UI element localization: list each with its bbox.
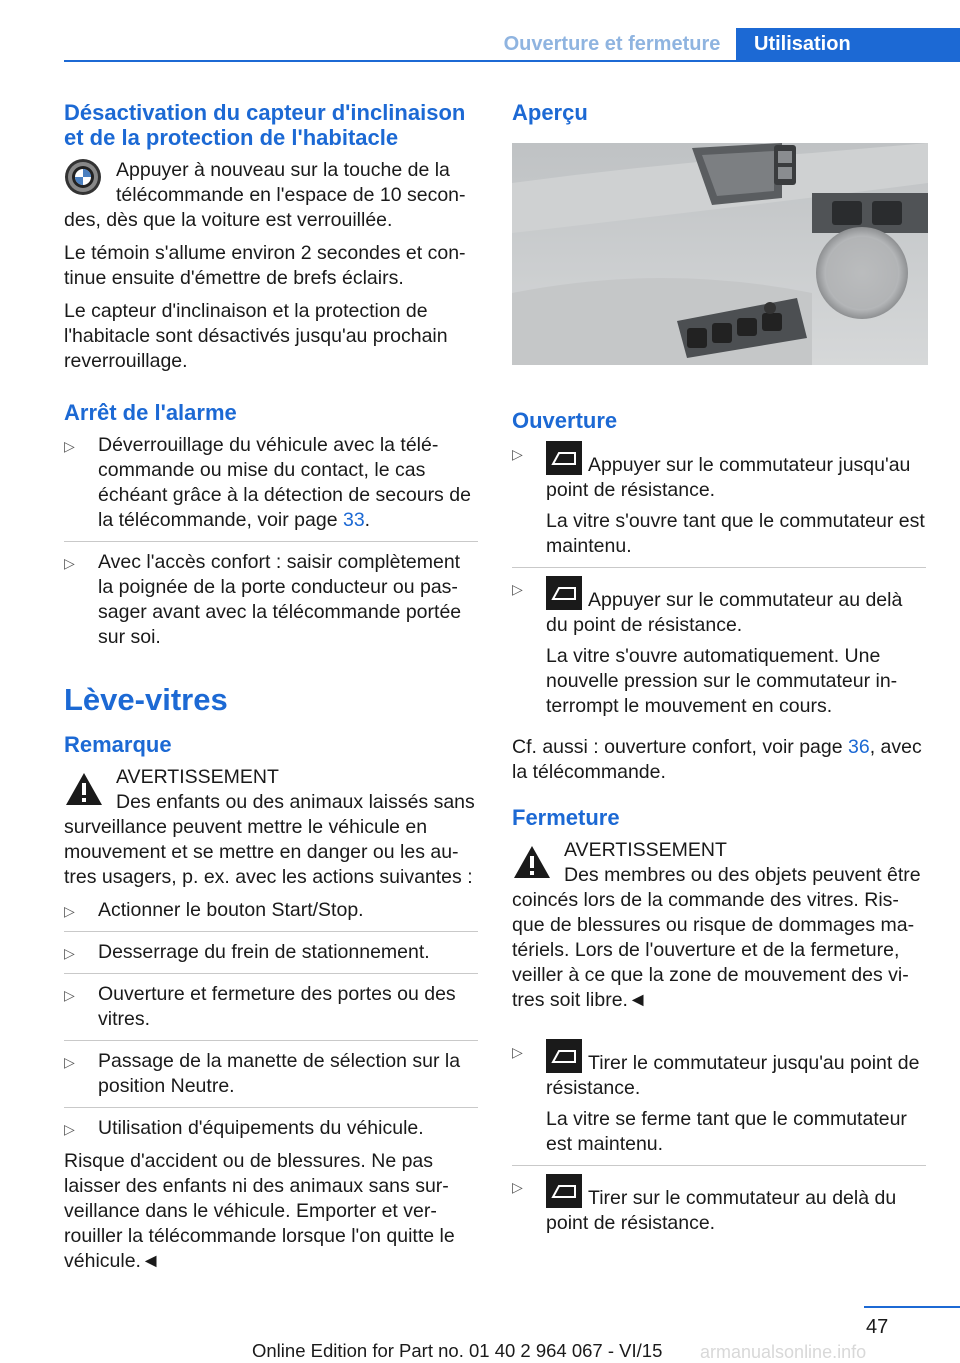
page-number: 47 [866, 1316, 889, 1338]
triangle-bullet-icon: ▷ [512, 446, 523, 462]
list-item: ▷ Appuyer sur le commutateur au delà du point de résistance. La vitre s'ouvre automatiquement. Une nouvelle pression sur le commutateur in-terrompt le mouvement en cours. [512, 576, 926, 727]
deactivation-text-3: Le capteur d'inclinaison et la protection de l'habitacle sont désactivés jusqu'au prochain reverrouillage. [64, 300, 448, 372]
running-header-section: Ouverture et fermeture [503, 33, 721, 55]
triangle-bullet-icon: ▷ [64, 903, 75, 919]
triangle-bullet-icon: ▷ [512, 581, 523, 597]
opening-sub-text: La vitre s'ouvre automatiquement. Une nouvelle pression sur le commutateur in-terrompt le mouvement en cours. [546, 645, 898, 717]
alarm-heading: Arrêt de l'alarme [64, 400, 237, 425]
header-rule [64, 60, 960, 62]
note-heading: Remarque [64, 732, 172, 757]
deactivation-text-1: Appuyer à nouveau sur la touche de la télécommande en l'espace de 10 secon-des, dès que la voiture est verrouillée. [64, 159, 466, 231]
overview-heading: Aperçu [512, 100, 588, 125]
warning-text: Des enfants ou des animaux laissés sans surveillance peuvent mettre le véhicule en mouvement et se mettre en danger ou les au-tres usagers, p. ex. avec les actions suivantes : [64, 791, 475, 888]
windows-heading: Lève-vitres [64, 682, 228, 717]
triangle-bullet-icon: ▷ [64, 1121, 75, 1137]
list-item: ▷ Avec l'accès confort : saisir complètement la poignée de la porte conducteur ou pas-sager avant avec la télécommande portée sur soi. [64, 551, 462, 648]
window-switch-icon [546, 1039, 582, 1073]
page-link-33[interactable]: 33 [342, 509, 365, 531]
warning-block [64, 765, 478, 890]
closing-sub-text: La vitre se ferme tant que le commutateur est maintenu. [546, 1108, 907, 1155]
risk-text: Risque d'accident ou de blessures. Ne pas laisser des enfants ni des animaux sans sur-veillance dans le véhicule. Emporter et ver-rouiller la télécommande lorsque l'on quitte le véhicule.◄ [64, 1150, 455, 1272]
list-item: ▷ Appuyer sur le commutateur jusqu'au point de résistance. La vitre s'ouvre tant que le commutateur est maintenu. [512, 441, 926, 568]
page-number-rule [864, 1306, 960, 1308]
closing-warning-block [512, 838, 926, 1013]
triangle-bullet-icon: ▷ [64, 1054, 75, 1070]
left-column [64, 100, 478, 1282]
warning-icon [512, 844, 552, 880]
warning-icon [64, 771, 104, 807]
actions-list [64, 898, 478, 1141]
closing-heading: Fermeture [512, 805, 620, 830]
right-column [512, 100, 926, 1252]
triangle-bullet-icon: ▷ [64, 555, 75, 571]
deactivation-heading: Désactivation du capteur d'inclinaison et de la protection de l'habitacle [64, 100, 466, 150]
list-item: ▷ Passage de la manette de sélection sur la position Neutre. [64, 1049, 478, 1108]
comfort-text: Cf. aussi : ouverture confort, voir page 36, avec la télécommande. [512, 736, 922, 783]
list-item: ▷ Tirer sur le commutateur au delà du point de résistance. [512, 1174, 926, 1244]
watermark: armanualsonline.info [700, 1342, 867, 1362]
triangle-bullet-icon: ▷ [64, 987, 75, 1003]
list-item: ▷ Tirer le commutateur jusqu'au point de résistance. La vitre se ferme tant que le commutateur est maintenu. [512, 1039, 926, 1166]
alarm-list [64, 433, 478, 658]
window-switch-icon [546, 576, 582, 610]
list-item: ▷ Desserrage du frein de stationnement. [64, 940, 478, 974]
list-item: ▷ Utilisation d'équipements du véhicule. [64, 1116, 478, 1141]
deactivation-text-2: Le témoin s'allume environ 2 secondes et con-tinue ensuite d'émettre de brefs éclairs. [64, 242, 466, 289]
list-item: ▷ Ouverture et fermeture des portes ou des vitres. [64, 982, 478, 1041]
deactivation-block [64, 158, 478, 233]
closing-list [512, 1039, 926, 1244]
opening-sub-text: La vitre s'ouvre tant que le commutateur est maintenu. [546, 510, 925, 557]
running-header-chapter: Utilisation [736, 28, 960, 60]
door-panel-photo [512, 143, 928, 365]
page-link-36[interactable]: 36 [848, 736, 870, 758]
bmw-key-icon [64, 158, 102, 196]
opening-list [512, 441, 926, 727]
list-item: ▷ Déverrouillage du véhicule avec la télé-commande ou mise du contact, le cas échéant grâce à la détection de secours de la télécommande, voir page 33. [64, 433, 478, 542]
window-switch-icon [546, 441, 582, 475]
warning-text: Des membres ou des objets peuvent être coincés lors de la commande des vitres. Ris-que de blessures ou risque de dommages ma-tériels. Lors de l'ouverture et de la fermeture, veiller à ce que la zone de mouvement des vi-tres soit libre.◄ [512, 864, 921, 1011]
opening-heading: Ouverture [512, 408, 618, 433]
triangle-bullet-icon: ▷ [512, 1179, 523, 1195]
warning-label: AVERTISSEMENT [564, 839, 727, 861]
triangle-bullet-icon: ▷ [64, 438, 75, 454]
footer-edition: Online Edition for Part no. 01 40 2 964 067 - VI/15 [252, 1340, 663, 1361]
list-item: ▷ Actionner le bouton Start/Stop. [64, 898, 478, 932]
triangle-bullet-icon: ▷ [64, 945, 75, 961]
triangle-bullet-icon: ▷ [512, 1044, 523, 1060]
warning-label: AVERTISSEMENT [116, 766, 279, 788]
window-switch-icon [546, 1174, 582, 1208]
